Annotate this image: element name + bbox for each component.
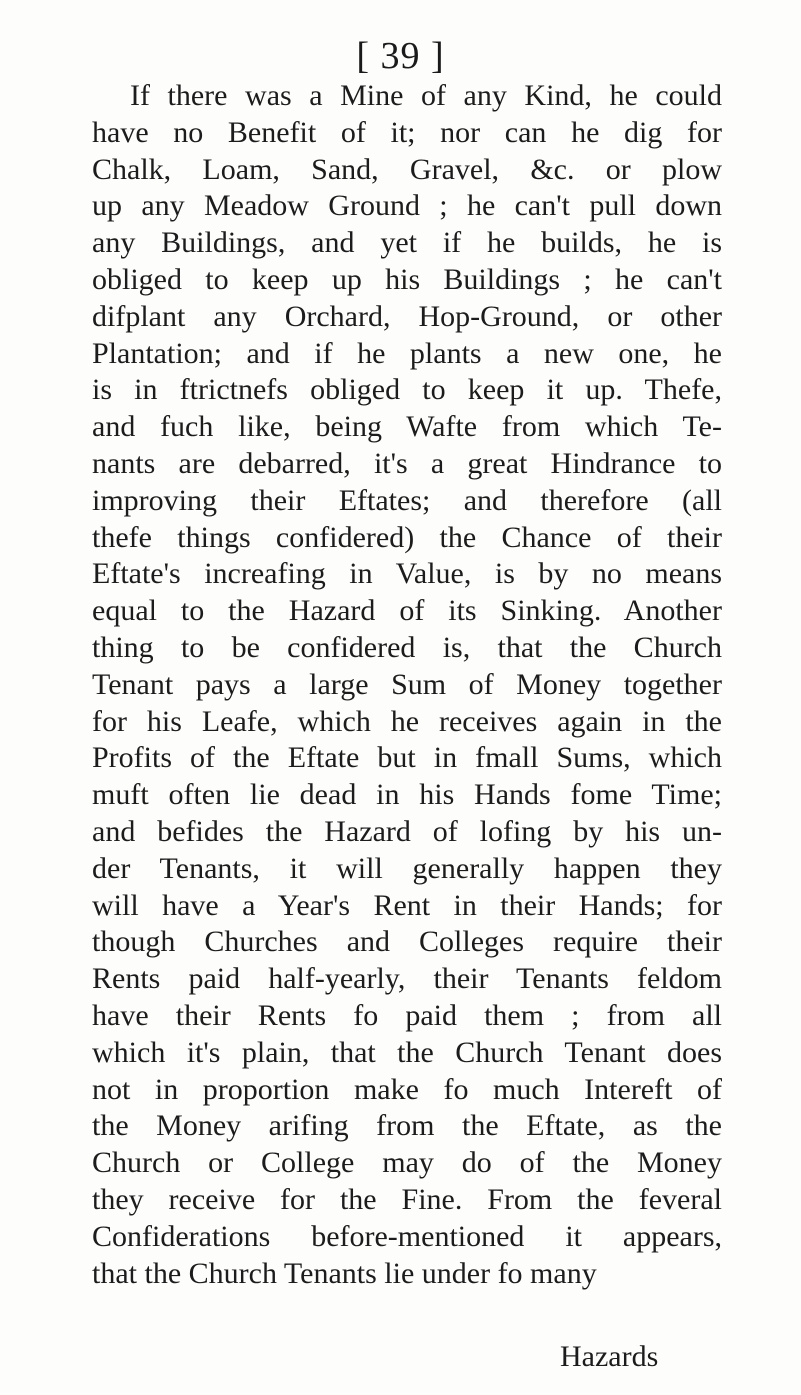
text-line: improving their Eftates; and therefore (all: [92, 483, 722, 517]
text-line: will have a Year's Rent in their Hands; for: [92, 888, 722, 922]
text-line: der Tenants, it will generally happen they: [92, 851, 722, 885]
text-line: have no Benefit of it; nor can he dig for: [92, 115, 722, 149]
text-line: nants are debarred, it's a great Hindrance to: [92, 446, 722, 480]
text-line: for his Leafe, which he receives again in the: [92, 704, 722, 738]
text-line: thefe things confidered) the Chance of their: [92, 520, 722, 554]
text-line: Chalk, Loam, Sand, Gravel, &c. or plow: [92, 152, 722, 186]
text-line: which it's plain, that the Church Tenant does: [92, 1035, 722, 1069]
text-line: equal to the Hazard of its Sinking. Another: [92, 594, 722, 628]
body-text: [92, 78, 722, 1292]
text-line: Profits of the Eftate but in fmall Sums, which: [92, 741, 722, 775]
text-line: difplant any Orchard, Hop-Ground, or other: [92, 299, 722, 333]
text-line: that the Church Tenants lie under fo many: [92, 1256, 597, 1290]
text-line: any Buildings, and yet if he builds, he is: [92, 226, 722, 260]
text-line: obliged to keep up his Buildings ; he can't: [92, 262, 722, 296]
page-number: [ 39 ]: [356, 35, 445, 77]
text-line: If there was a Mine of any Kind, he could: [130, 79, 722, 112]
text-line: have their Rents fo paid them ; from all: [92, 998, 722, 1032]
text-line: though Churches and Colleges require their: [92, 925, 722, 959]
text-line: they receive for the Fine. From the feveral: [92, 1182, 722, 1216]
text-line: Tenant pays a large Sum of Money together: [92, 667, 722, 701]
text-line: is in ftrictnefs obliged to keep it up. Thefe,: [92, 373, 722, 407]
text-line: Rents paid half-yearly, their Tenants feldom: [92, 962, 722, 996]
text-line: muft often lie dead in his Hands fome Time;: [92, 778, 722, 812]
text-line: thing to be confidered is, that the Church: [92, 630, 722, 664]
text-line: Confiderations before-mentioned it appears,: [92, 1219, 722, 1253]
text-line: Church or College may do of the Money: [92, 1146, 722, 1180]
text-line: and befides the Hazard of lofing by his un-: [92, 814, 722, 848]
text-line: Eftate's increafing in Value, is by no means: [92, 557, 722, 591]
text-line: not in proportion make fo much Intereft of: [92, 1072, 722, 1106]
text-line: up any Meadow Ground ; he can't pull down: [92, 189, 722, 223]
text-line: and fuch like, being Wafte from which Te-: [92, 410, 722, 444]
text-line: Plantation; and if he plants a new one, he: [92, 336, 722, 370]
catchword: Hazards: [560, 1340, 659, 1373]
text-line: the Money arifing from the Eftate, as the: [92, 1109, 722, 1143]
